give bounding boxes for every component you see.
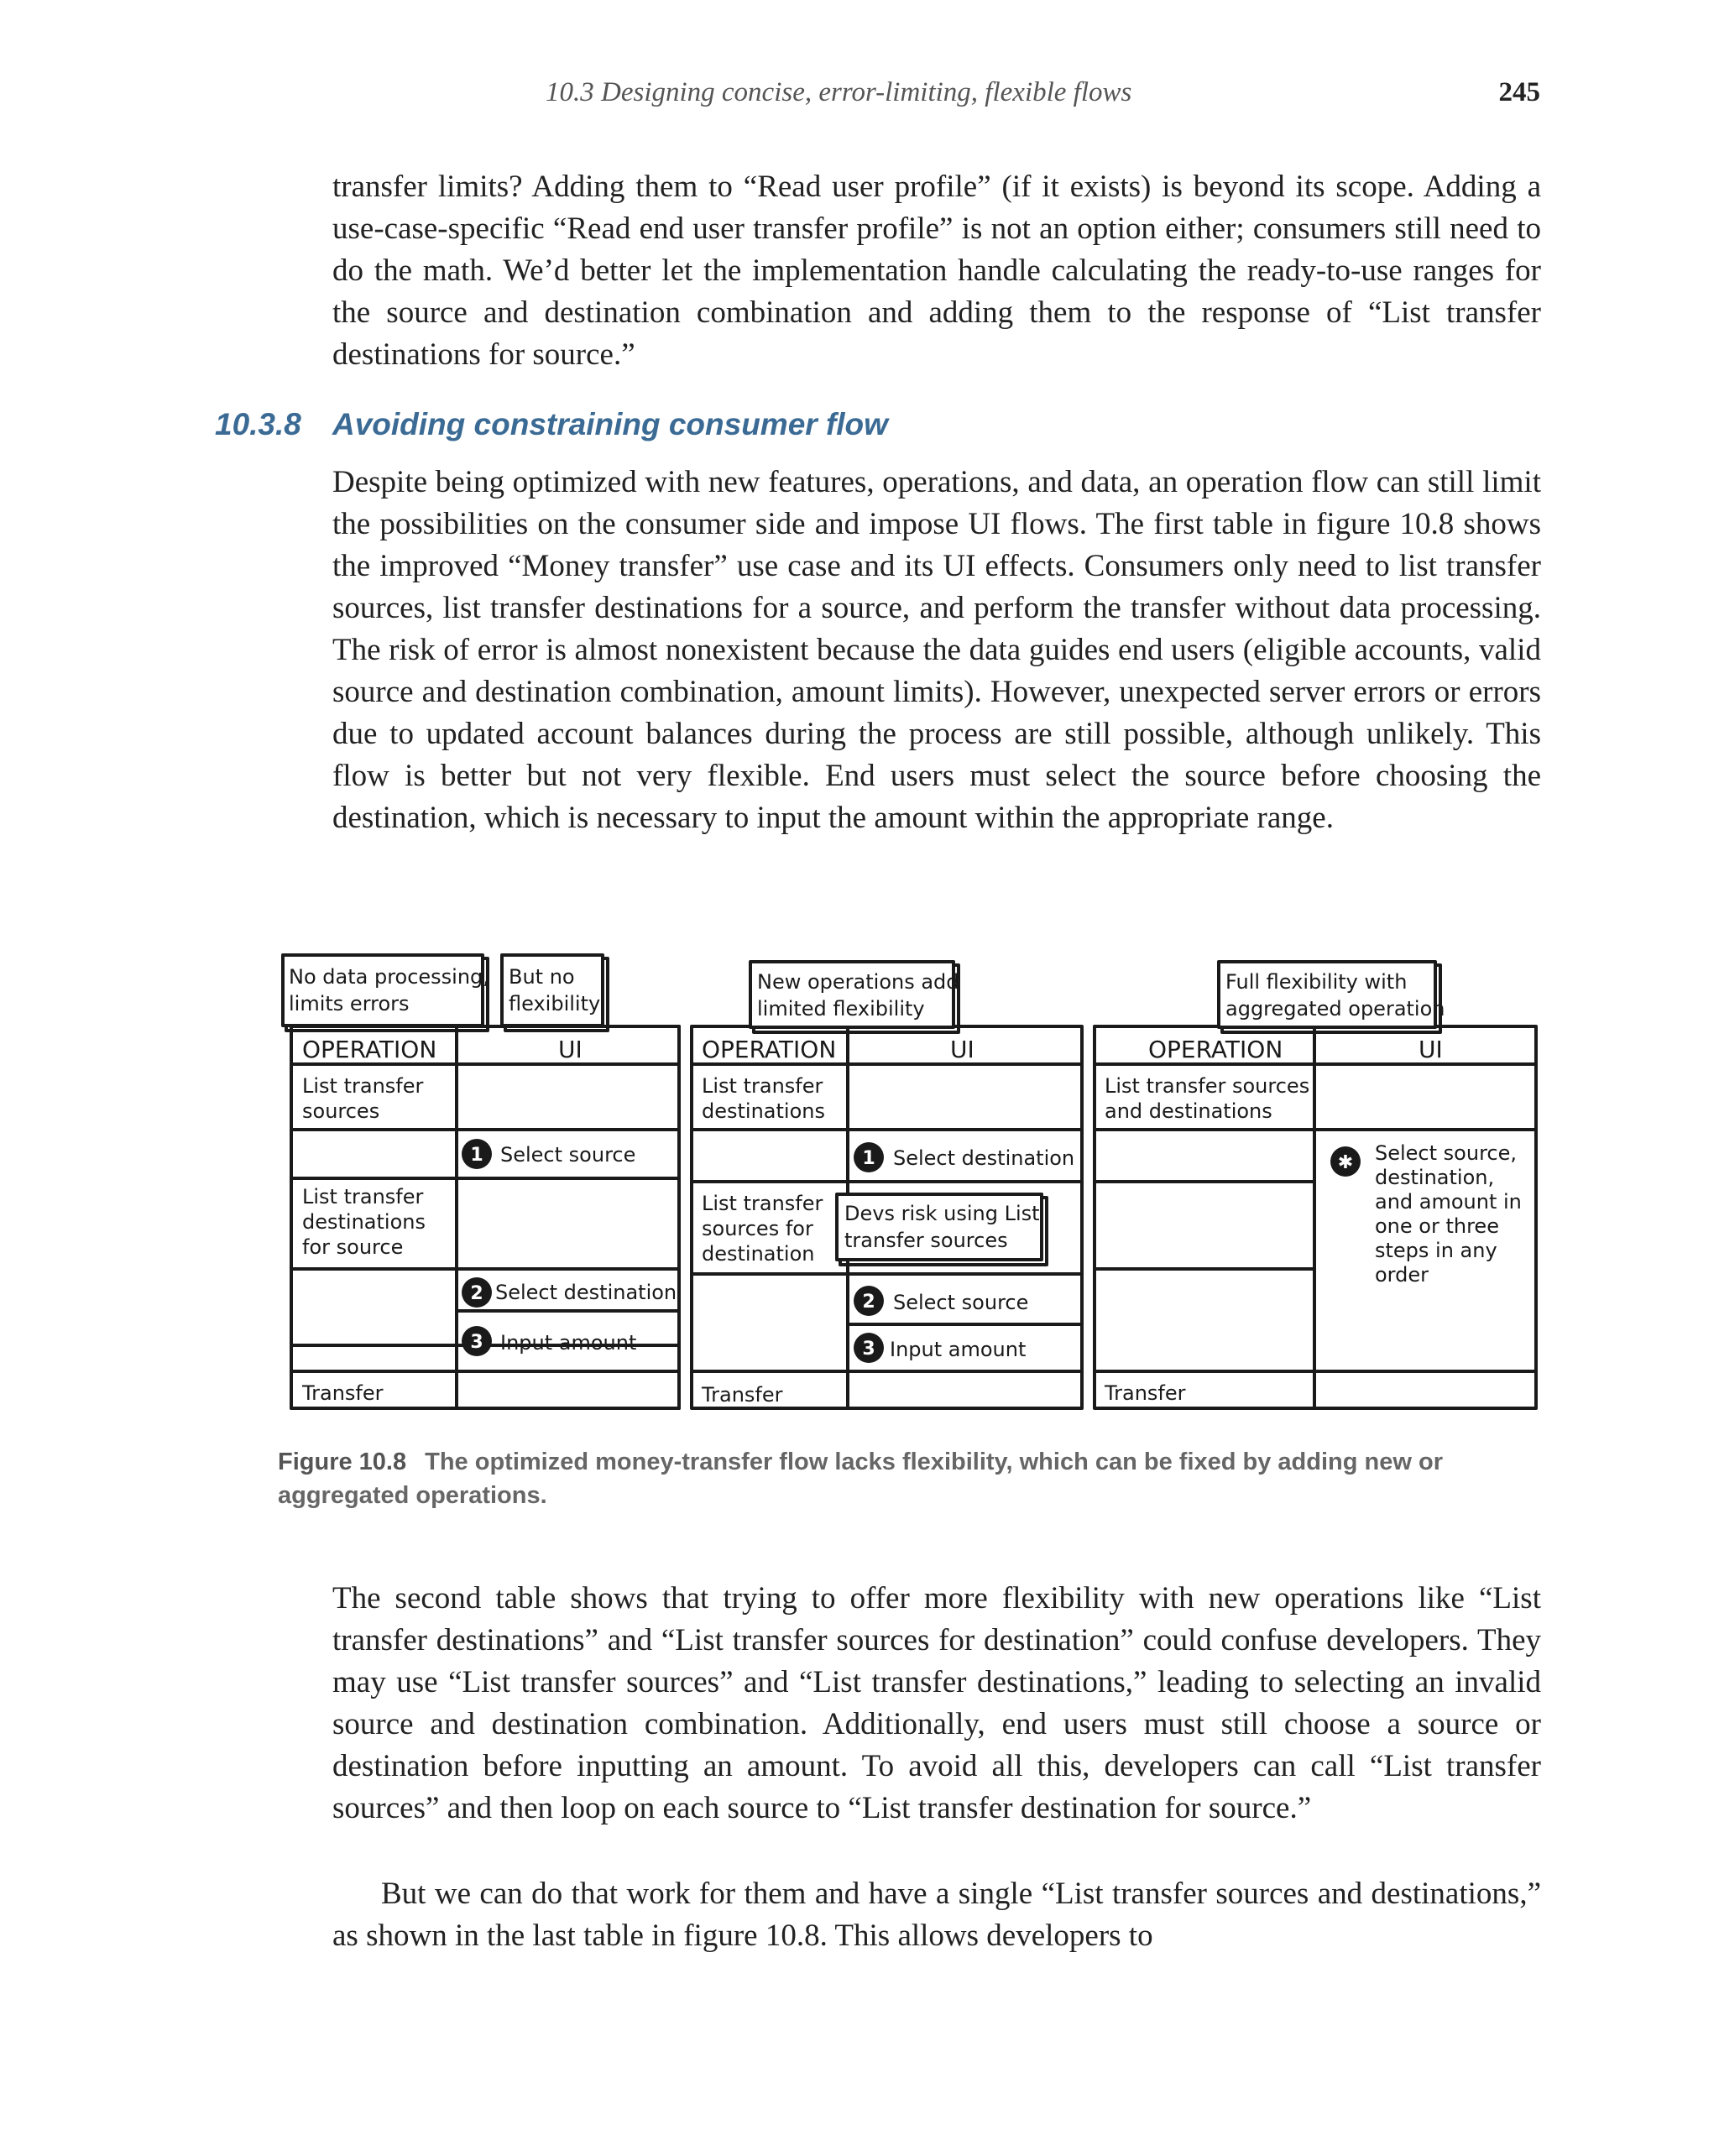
section-heading [215,407,888,442]
t3-step-line5: steps in any [1375,1239,1497,1262]
running-title: 10.3 Designing concise, error-limiting, flexible flows [546,77,1132,107]
t3-step-line1: Select source, [1375,1141,1517,1165]
t3-op2: Transfer [1105,1381,1186,1405]
t1-op1-line1: List transfer [302,1074,424,1098]
t2-risk-line1: Devs risk using List [844,1202,1040,1225]
t2-risk-line2: transfer sources [844,1229,1008,1252]
figure-diagram [269,947,1544,1433]
t1-op3: Transfer [302,1381,384,1405]
caption-text: The optimized money-transfer flow lacks flexibility, which can be fixed by adding new or aggregated operations. [278,1449,1443,1509]
paragraph-3: The second table shows that trying to offer more flexibility with new operations like “List transfer destinations” and “List transfer sources for destination” could confuse developers. They may use “List transfer sources” and “List transfer destinations,” leading to selecting an invalid source and destination combination. Additionally, end users must still choose a source or destination before inputting an amount. To avoid all this, developers can call “List transfer sources” and then loop on each source to “List transfer destination for source.” [332,1581,1541,1825]
paragraph-1: transfer limits? Adding them to “Read user profile” (if it exists) is beyond its scope. Adding a use-case-specific “Read end user transfer profile” is not an option either; consumers still need to do the math. We’d better let the implementation handle calculating the ready-to-use ranges for the source and destination combination and adding them to the response of “List transfer destinations for source.” [332,170,1541,372]
t2-step3-number: 3 [862,1339,875,1360]
t1-op2-line1: List transfer [302,1185,424,1209]
t2-step2-label: Select source [893,1291,1029,1314]
running-header [0,77,1719,119]
t2-header-operation: OPERATION [702,1036,837,1063]
t1-op2-line3: for source [302,1235,404,1259]
t2-op1-line1: List transfer [702,1074,823,1098]
section-number: 10.3.8 [215,407,301,441]
t2-op3: Transfer [702,1383,783,1407]
section-title: Avoiding constraining consumer flow [332,407,888,441]
figure-caption [278,1445,1537,1512]
note3-line1: New operations add [757,970,959,994]
t3-header-ui: UI [1419,1036,1443,1063]
t2-step2-number: 2 [862,1292,875,1313]
t2-op1-line2: destinations [702,1099,825,1123]
note3-line2: limited flexibility [757,997,925,1021]
t2-header-ui: UI [950,1036,974,1063]
t3-header-operation: OPERATION [1148,1036,1283,1063]
paragraph-2: Despite being optimized with new features, operations, and data, an operation flow can still limit the possibilities on the consumer side and impose UI flows. The first table in figure 10.8 shows the improved “Money transfer” use case and its UI effects. Consumers only need to list transfer sources, list transfer destinations for a source, and perform the transfer without data processing. The risk of error is almost nonexistent because the data guides end users (eligible accounts, valid source and destination combination, amount limits). However, unexpected server errors or errors due to updated account balances during the process are still possible, although unlikely. This flow is better but not very flexible. End users must select the source before choosing the destination, which is necessary to input the amount within the appropriate range. [332,465,1541,835]
t1-step1-number: 1 [470,1145,483,1166]
t3-step-line4: one or three [1375,1214,1499,1238]
t1-step3-number: 3 [470,1332,483,1353]
figure-10-8 [269,947,1544,1433]
t1-step3-label: Input amount [500,1331,637,1355]
note2-line2: flexibility [509,992,601,1015]
t3-step-line2: destination, [1375,1166,1495,1189]
t3-op1-line2: and destinations [1105,1099,1272,1123]
t2-step3-label: Input amount [890,1338,1027,1361]
t1-step2-label: Select destination [495,1281,677,1304]
note1-line2: limits errors [289,992,410,1015]
t1-op2-line2: destinations [302,1210,426,1234]
note2-line1: But no [509,965,575,989]
note4-line2: aggregated operation [1225,997,1445,1021]
t3-step-symbol: ✱ [1337,1152,1354,1173]
t3-step-line6: order [1375,1263,1429,1287]
t3-step-line3: and amount in [1375,1190,1522,1214]
t2-op2-line3: destination [702,1242,815,1266]
t1-step2-number: 2 [470,1283,483,1304]
t2-op2-line1: List transfer [702,1192,823,1215]
t1-header-operation: OPERATION [302,1036,437,1063]
t2-step1-label: Select destination [893,1146,1075,1170]
t1-op1-line2: sources [302,1099,380,1123]
t1-header-ui: UI [558,1036,583,1063]
t1-step1-label: Select source [500,1143,636,1167]
t2-op2-line2: sources for [702,1217,813,1240]
t3-op1-line1: List transfer sources [1105,1074,1310,1098]
caption-label: Figure 10.8 [278,1449,407,1475]
t2-step1-number: 1 [862,1148,875,1169]
paragraph-4: But we can do that work for them and have a single “List transfer sources and destinations,” as shown in the last table in figure 10.8. This allows developers to [332,1877,1541,1953]
note4-line1: Full flexibility with [1225,970,1408,994]
page-number: 245 [1498,77,1540,107]
note1-line1: No data processing, [289,965,489,989]
